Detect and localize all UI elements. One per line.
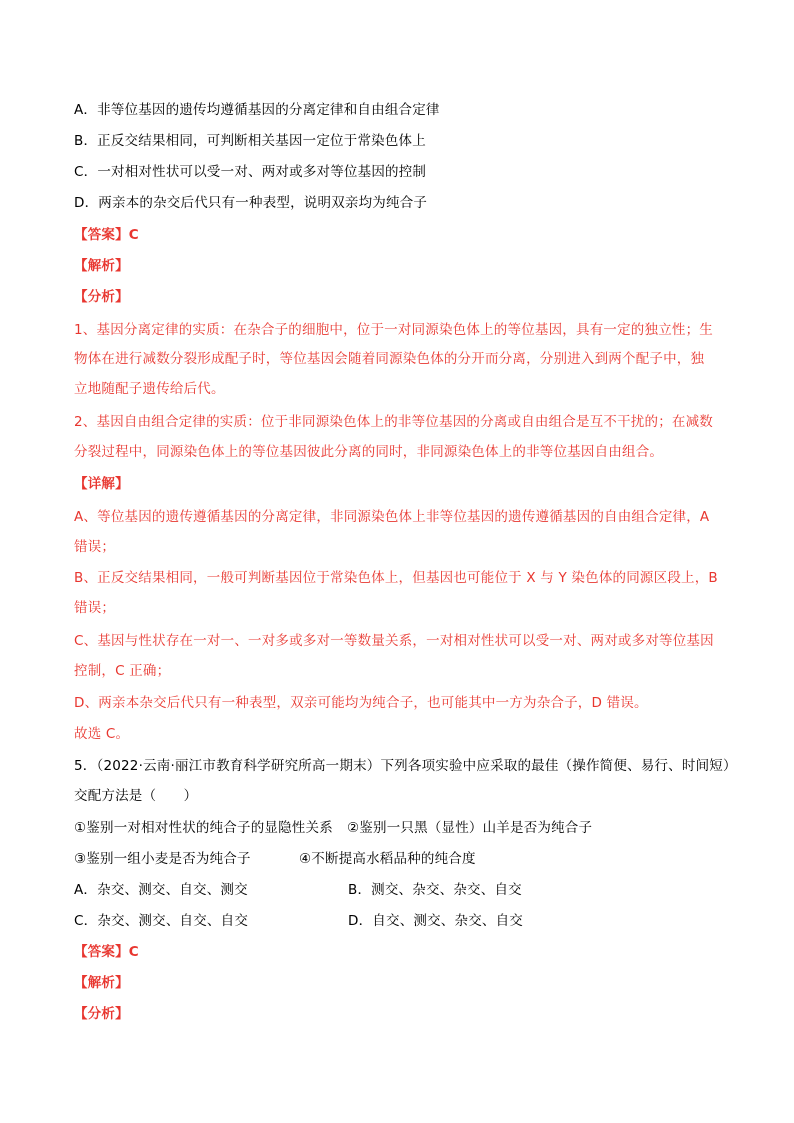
q4-conclusion: 故选 C。 [74,726,130,742]
q5-fenxi-heading: 【分析】 [74,1006,129,1022]
q4-detail-line: C、基因与性状存在一对一、一对多或多对一等数量关系，一对相对性状可以受一对、两对或多对等位基因 [74,633,714,649]
q5-item-2: ②鉴别一只黑（显性）山羊是否为纯合子 [347,820,593,836]
q4-analysis-line: 分裂过程中，同源染色体上的等位基因彼此分离的同时，非同源染色体上的非等位基因自由组合。 [74,444,664,460]
q5-item-1: ①鉴别一对相对性状的纯合子的显隐性关系 [74,820,333,836]
q4-option-d: D．两亲本的杂交后代只有一种表型，说明双亲均为纯合子 [74,195,428,211]
q4-detail-line: 错误； [74,600,116,616]
q4-option-a: A．非等位基因的遗传均遵循基因的分离定律和自由组合定律 [74,102,440,118]
q5-answer: 【答案】C [74,944,139,960]
q5-item-3: ③鉴别一组小麦是否为纯合子 [74,851,251,867]
q4-option-b: B．正反交结果相同，可判断相关基因一定位于常染色体上 [74,133,426,149]
q5-stem-line: 5．（2022·云南·丽江市教育科学研究所高一期末）下列各项实验中应采取的最佳（操作简便、易行、时间短） [74,758,737,774]
q5-option-a: A．杂交、测交、自交、测交 [74,882,248,898]
q4-analysis-line: 2、基因自由组合定律的实质：位于非同源染色体上的非等位基因的分离或自由组合是互不干扰的；在减数 [74,414,713,430]
q4-detail-line: 错误； [74,539,116,555]
q4-fenxi-heading: 【分析】 [74,289,129,305]
q4-analysis-line: 立地随配子遗传给后代。 [74,381,225,397]
q4-jiexi-heading: 【解析】 [74,258,129,274]
q5-jiexi-heading: 【解析】 [74,975,129,991]
q5-item-4: ④不断提高水稻品种的纯合度 [299,851,476,867]
q4-option-c: C．一对相对性状可以受一对、两对或多对等位基因的控制 [74,164,427,180]
q4-detail-line: D、两亲本杂交后代只有一种表型，双亲可能均为纯合子，也可能其中一方为杂合子，D 错误。 [74,695,648,711]
q4-detail-line: B、正反交结果相同，一般可判断基因位于常染色体上，但基因也可能位于 X 与 Y 染色体的同源区段上，B [74,570,718,586]
q4-detail-line: 控制，C 正确； [74,663,171,679]
q4-analysis-line: 1、基因分离定律的实质：在杂合子的细胞中，位于一对同源染色体上的等位基因，具有一定的独立性；生 [74,322,713,338]
q4-detail-line: A、等位基因的遗传遵循基因的分离定律，非同源染色体上非等位基因的遗传遵循基因的自由组合定律，A [74,509,710,525]
q5-option-d: D．自交、测交、杂交、自交 [348,913,523,929]
q5-option-c: C．杂交、测交、自交、自交 [74,913,249,929]
q5-option-b: B．测交、杂交、杂交、自交 [348,882,522,898]
q4-analysis-line: 物体在进行减数分裂形成配子时，等位基因会随着同源染色体的分开而分离，分别进入到两个配子中，独 [74,351,705,367]
q4-answer: 【答案】C [74,227,139,243]
q4-xiangjie-heading: 【详解】 [74,476,129,492]
q5-stem-line: 交配方法是（ ） [74,788,198,804]
